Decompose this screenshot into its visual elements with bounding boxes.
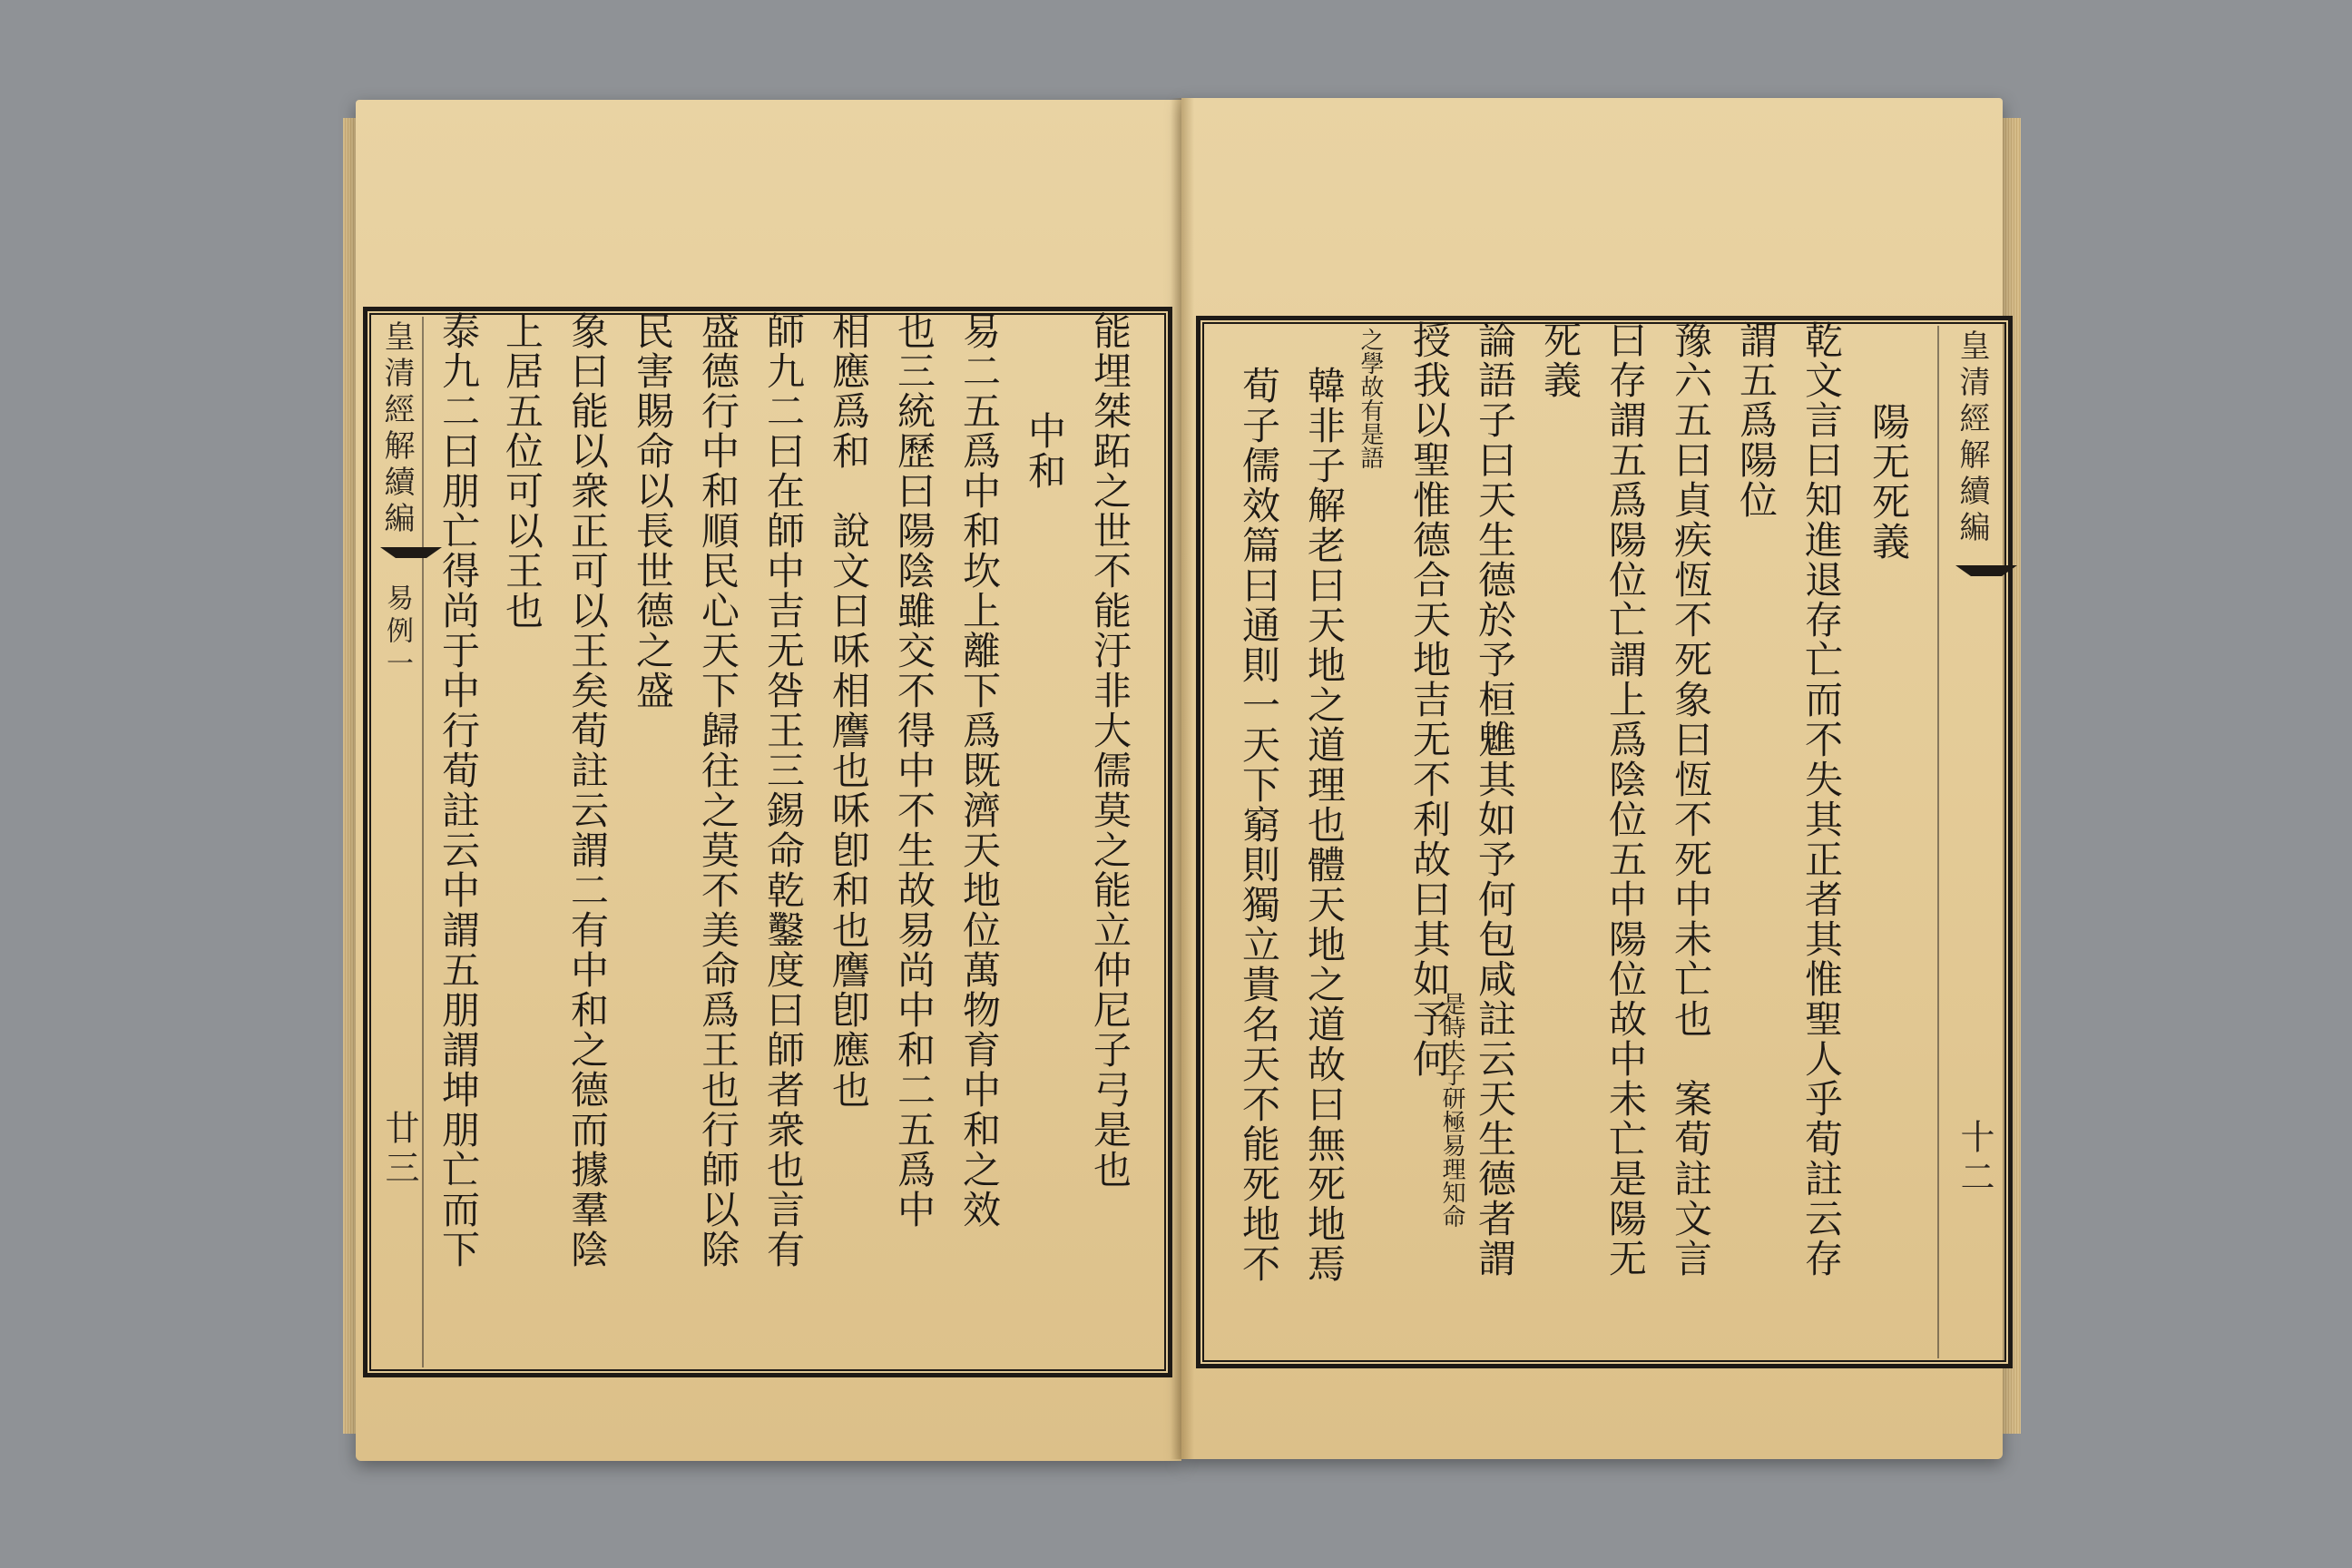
left-margin-section: 易例一 [381, 583, 413, 681]
text-column-8: 民害賜命以長世德之盛 [631, 311, 675, 710]
margin-rule [422, 317, 424, 1367]
book-gutter [1171, 98, 1194, 1459]
small-note-1: 之學故有是語 [1357, 328, 1384, 469]
text-column-9: 韓非子解老曰天地之道理也體天地之道故曰無死地焉 [1302, 366, 1347, 1284]
text-column-11: 泰九二曰朋亡得尚于中行荀註云中謂五朋謂坤朋亡而下 [436, 311, 481, 1269]
text-column-6: 師九二曰在師中吉无咎王三錫命乾鑿度曰師者衆也言有 [761, 311, 806, 1269]
left-text-frame [363, 307, 1172, 1377]
text-column-2: 中和 [1023, 411, 1067, 491]
fish-tail-mark [1955, 565, 2017, 576]
text-column-3: 易二五爲中和坎上離下爲既濟天地位萬物育中和之效 [957, 311, 1002, 1230]
text-column-8: 授我以聖惟德合天地吉无不利故曰其如予何 [1407, 320, 1452, 1079]
text-column-1: 能埋桀跖之世不能汙非大儒莫之能立仲尼子弓是也 [1088, 311, 1132, 1190]
margin-rule [1937, 326, 1939, 1358]
text-column-7: 盛德行中和順民心天下歸往之莫不美命爲王也行師以除 [696, 311, 740, 1269]
text-column-6: 死義 [1538, 320, 1583, 400]
text-column-5: 曰存謂五爲陽位亡謂上爲陰位五中陽位故中未亡是陽无 [1603, 320, 1648, 1279]
text-column-10: 上居五位可以王也 [500, 311, 544, 631]
text-column-7: 論語子曰天生德於予桓魋其如予何包咸註云天生德者謂 [1473, 320, 1517, 1279]
text-column-9: 象曰能以衆正可以王矣荀註云謂二有中和之德而據羣陰 [565, 311, 610, 1269]
text-column-2: 乾文言曰知進退存亡而不失其正者其惟聖人乎荀註云存 [1799, 320, 1844, 1279]
left-margin-title: 皇清經解續編 [378, 320, 415, 538]
left-margin-folio: 廿三 [379, 1110, 419, 1190]
text-column-4: 豫六五曰貞疾恆不死象曰恆不死中未亡也 案荀註文言 [1669, 320, 1713, 1279]
text-column-5: 相應爲和 說文曰咊相譍也咊卽和也譍卽應也 [827, 311, 871, 1110]
text-column-1: 陽无死義 [1867, 402, 1911, 562]
right-text-frame [1196, 316, 2013, 1368]
text-column-10: 荀子儒效篇曰通則一天下窮則獨立貴名天不能死地不 [1237, 366, 1281, 1284]
small-note-2: 是時夫子研極易理知命 [1438, 992, 1465, 1228]
right-margin-folio: 十二 [1955, 1119, 1994, 1199]
text-column-4: 也三統歷曰陽陰雖交不得中不生故易尚中和二五爲中 [892, 311, 936, 1230]
text-column-3: 謂五爲陽位 [1734, 320, 1779, 520]
right-margin-title: 皇清經解續編 [1954, 329, 1990, 547]
